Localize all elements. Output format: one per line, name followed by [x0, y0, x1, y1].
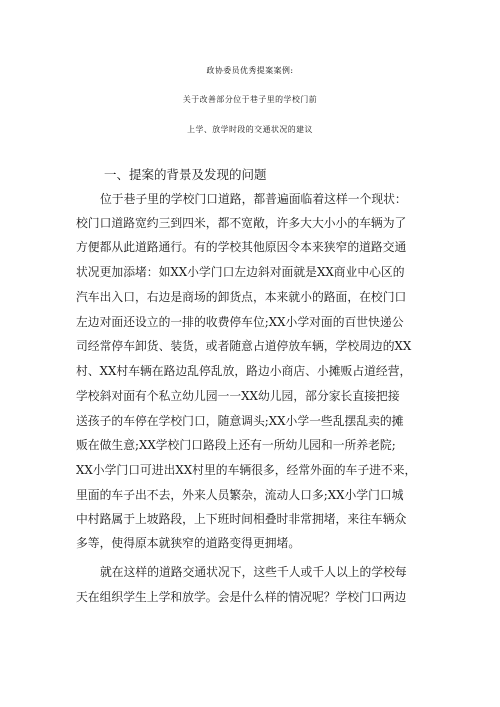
document-title-line-2: 关于改善部分位于巷子里的学校门前 [182, 95, 318, 104]
paragraph-1-line: 村、XX村车辆在路边乱停乱放，路边小商店、小摊贩占道经营， [76, 364, 412, 378]
paragraph-1-line: 送孩子的车停在学校门口，随意调头;XX小学一些乱摆乱卖的摊 [76, 414, 404, 428]
paragraph-1-line: XX小学门口可进出XX村里的车辆很多，经常外面的车子进不来， [76, 463, 417, 477]
paragraph-1-line: 学校斜对面有个私立幼儿园一一XX幼儿园，部分家长直接把接 [76, 389, 400, 403]
paragraph-1-line: 中村路属于上坡路段，上下班时间相叠时非常拥堵，来往车辆众 [76, 512, 407, 526]
paragraph-2-line: 天在组织学生上学和放学。会是什么样的情况呢？学校门口两边 [76, 590, 407, 604]
paragraph-1-line: 多等，使得原本就狭窄的道路变得更拥堵。 [76, 536, 301, 550]
paragraph-1-line: 贩在做生意;XX学校门口路段上还有一所幼儿园和一所养老院; [76, 438, 396, 452]
document-title-line-3: 上学、放学时段的交通状况的建议 [187, 125, 313, 134]
paragraph-1-line: 里面的车子出不去，外来人员繁杂，流动人口多;XX小学门口城 [76, 488, 404, 502]
paragraph-1-line: 司经常停车卸货、装货，或者随意占道停放车辆，学校周边的XX [76, 339, 412, 353]
paragraph-1-line: 校门口道路宽约三到四米，都不宽敞，许多大大小小的车辆为了 [76, 216, 407, 230]
paragraph-1-line: 方便都从此道路通行。有的学校其他原因令本来狭窄的道路交通 [76, 240, 407, 254]
paragraph-1-line: 左边对面还设立的一排的收费停车位;XX小学对面的百世快递公 [76, 315, 404, 329]
section-heading: 一、提案的背景及发现的问题 [104, 167, 267, 182]
document-title-line-1: 政协委员优秀提案案例: [206, 66, 294, 75]
paragraph-1-line: 汽车出入口，右边是商场的卸货点，本来就小的路面，在校门口 [76, 290, 407, 304]
paragraph-2-line: 就在这样的道路交通状况下，这些千人或千人以上的学校每 [100, 565, 407, 579]
paragraph-1-line: 位于巷子里的学校门口道路，都普遍面临着这样一个现状： [100, 192, 407, 206]
paragraph-1-line: 状况更加添堵：如XX小学门口左边斜对面就是XX商业中心区的 [76, 265, 405, 279]
